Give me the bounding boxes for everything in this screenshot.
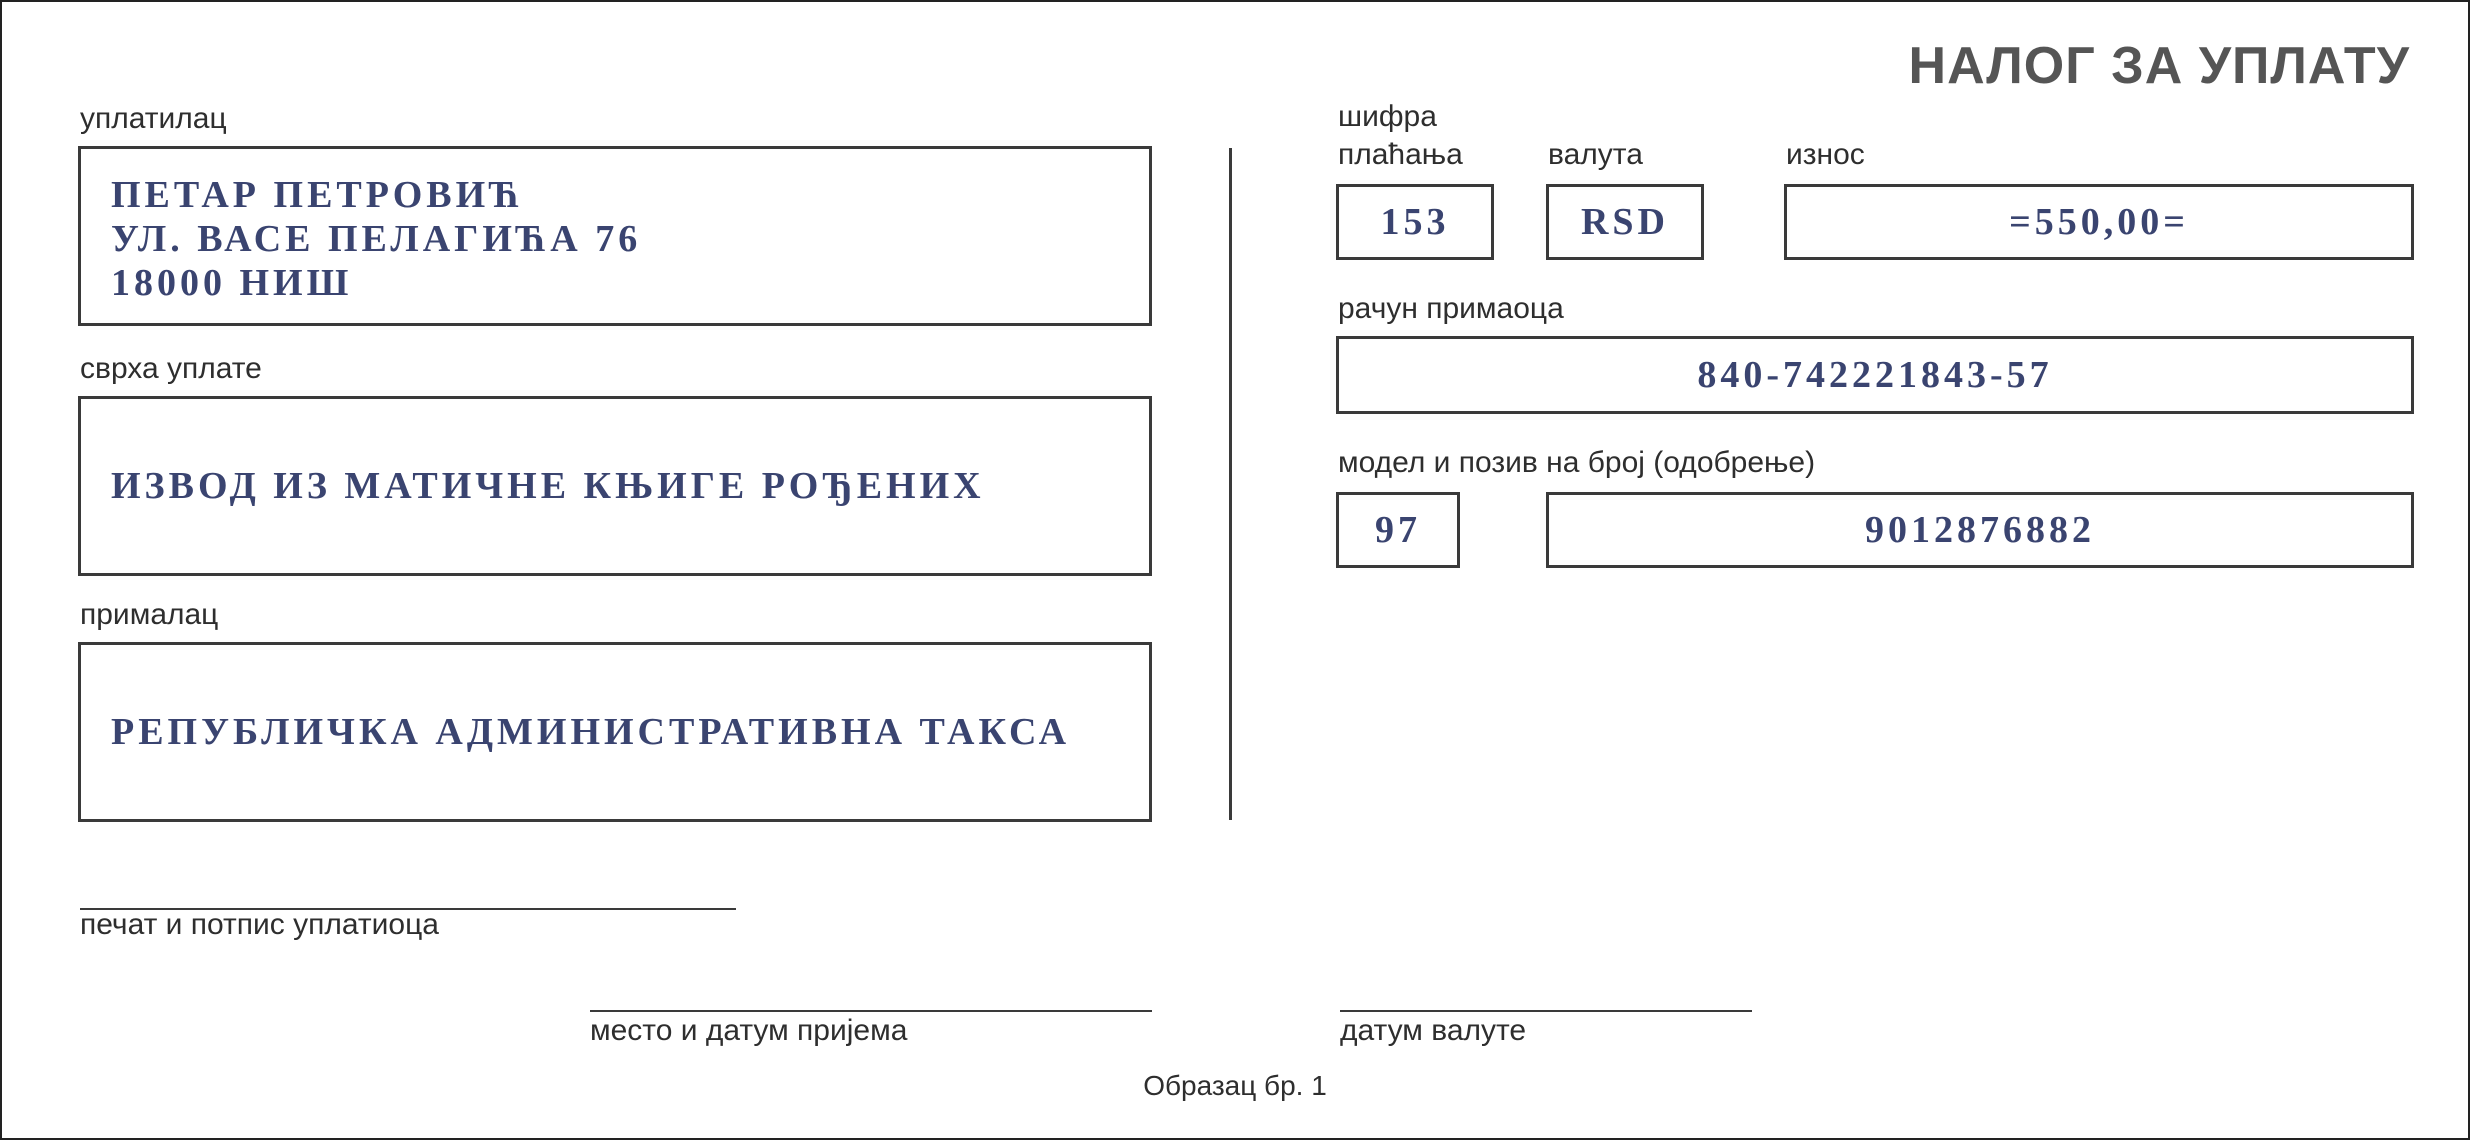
recipient-account-value: 840-742221843-57 [1697, 354, 2053, 396]
payment-code-label-line2: плаћања [1338, 138, 1463, 171]
recipient-account-label: рачун примаоца [1338, 292, 1564, 325]
recipient-account-field[interactable] [1336, 336, 2414, 414]
form-number: Образац бр. 1 [1143, 1070, 1327, 1101]
payment-code-label-line1: шифра [1338, 100, 1437, 133]
reference-model-value: 97 [1375, 509, 1421, 551]
payer-field[interactable] [78, 146, 1152, 326]
recipient-field[interactable] [78, 642, 1152, 822]
reference-number-value: 9012876882 [1865, 509, 2095, 551]
amount-label: износ [1786, 138, 1865, 171]
reference-label: модел и позив на број (одобрење) [1338, 446, 1816, 479]
purpose-field[interactable] [78, 396, 1152, 576]
value-date-label: датум валуте [1340, 1014, 1527, 1047]
signature-label: печат и потпис уплатиоца [80, 908, 439, 941]
payment-code-value: 153 [1380, 201, 1450, 243]
payment-code-field[interactable] [1336, 184, 1494, 260]
reference-model-field[interactable] [1336, 492, 1460, 568]
currency-value: RSD [1580, 201, 1670, 243]
purpose-label: сврха уплате [80, 352, 262, 385]
amount-value: =550,00= [2009, 201, 2189, 243]
reference-number-field[interactable] [1546, 492, 2414, 568]
payer-value [111, 173, 641, 305]
recipient-value: РЕПУБЛИЧКА АДМИНИСТРАТИВНА ТАКСА [111, 711, 1071, 753]
form-title: НАЛОГ ЗА УПЛАТУ [1908, 37, 2410, 95]
payer-city: 18000 НИШ [111, 262, 353, 304]
currency-field[interactable] [1546, 184, 1704, 260]
payer-address: УЛ. ВАСЕ ПЕЛАГИЋА 76 [111, 218, 642, 260]
payer-label: уплатилац [80, 102, 227, 135]
recipient-label: прималац [80, 598, 219, 631]
purpose-value: ИЗВОД ИЗ МАТИЧНЕ КЊИГЕ РОЂЕНИХ [111, 465, 985, 507]
place-date-label: место и датум пријема [590, 1014, 908, 1047]
currency-label: валута [1548, 138, 1643, 171]
payer-name: ПЕТАР ПЕТРОВИЋ [111, 174, 524, 216]
amount-field[interactable] [1784, 184, 2414, 260]
column-divider [1229, 148, 1232, 820]
